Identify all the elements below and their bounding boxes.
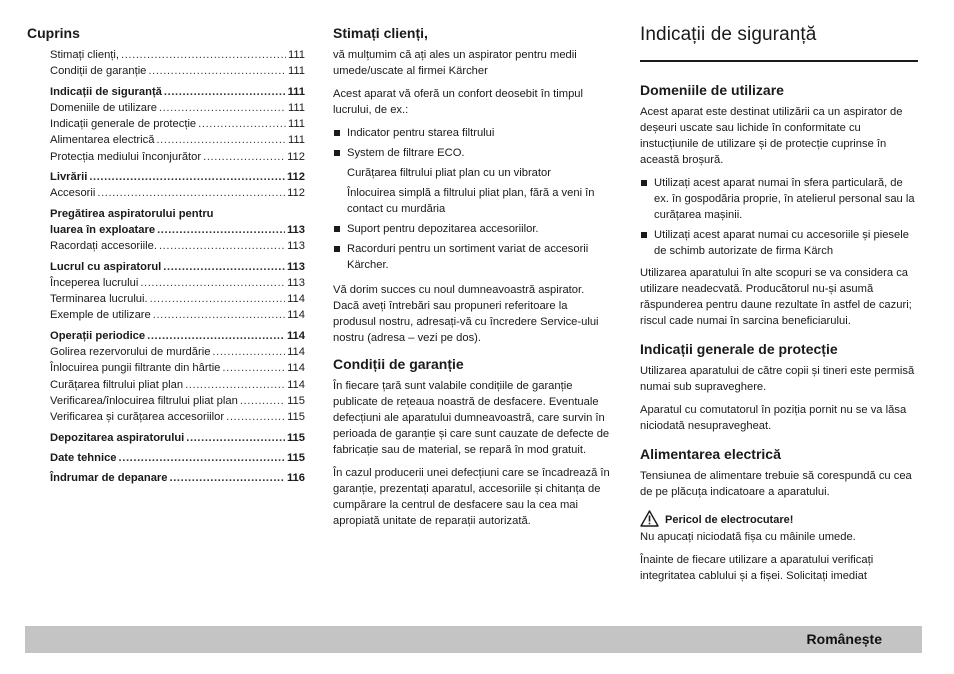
toc-entry[interactable]: Verificarea și curățarea accesoriilor ..... 115 (50, 409, 305, 425)
usage-paragraph: Acest aparat este destinat utilizării ca un aspirator de deșeuri uscate sau lichide în conformitate cu instucțiunile de utilizare și de protecție cuprinse în această broșură. (640, 106, 903, 166)
toc-entry[interactable]: Condiții de garanție ..... 111 (50, 63, 305, 79)
greeting-heading: Stimați clienți, (333, 25, 428, 41)
toc-entry[interactable]: Terminarea lucrului. ..... 114 (50, 291, 305, 307)
usage-paragraph: Utilizarea aparatului în alte scopuri se va considera ca utilizare neadecvată. Producătorul nu-și asumă răspunderea pentru daune rezultate în astfel de cazuri; riscul cade numai în sarcina beneficiarului. (640, 267, 912, 327)
intro-paragraph: vă mulțumim că ați ales un aspirator pentru medii umede/uscate al firmei Kärcher (333, 49, 577, 77)
power-paragraph: Tensiunea de alimentare trebuie să corespundă cu cea de pe plăcuța indicatoare a aparatului. (640, 470, 912, 498)
toc-entry[interactable]: Date tehnice ..... 115 (50, 450, 305, 466)
power-paragraph: Înainte de fiecare utilizare a aparatului verificați integritatea cablului și a fișei. Solicitați imediat (640, 554, 874, 582)
toc-entry[interactable]: Verificarea/înlocuirea filtrului pliat plan ..... 115 (50, 393, 305, 409)
toc-entry[interactable]: Golirea rezervorului de murdărie ..... 114 (50, 344, 305, 360)
toc-entry[interactable]: Curățarea filtrului pliat plan ..... 114 (50, 377, 305, 393)
toc-leader-dots (212, 344, 285, 360)
toc-leader-dots (226, 409, 285, 425)
toc-leader-dots (156, 132, 286, 148)
toc-leader-dots (170, 470, 285, 486)
usage-heading: Domeniile de utilizare (640, 82, 784, 98)
toc-leader-dots (121, 47, 286, 63)
toc-entry[interactable]: Racordați accesoriile. ..... 113 (50, 238, 305, 254)
toc-leader-dots (89, 169, 285, 185)
toc-entry[interactable]: Protecția mediului înconjurător ..... 112 (50, 149, 305, 165)
toc-entry[interactable]: Înlocuirea pungii filtrante din hârtie ..... 114 (50, 360, 305, 376)
protection-paragraph: Aparatul cu comutatorul în poziția pornit nu se va lăsa niciodată nesupravegheat. (640, 404, 907, 432)
language-label: Românește (806, 631, 882, 647)
toc-entry[interactable]: Stimați clienți, ..... 111 (50, 47, 305, 63)
toc-entry[interactable]: luarea în exploatare ..... 113 (50, 222, 305, 238)
toc-leader-dots (153, 307, 285, 323)
footer-bar (25, 626, 922, 653)
middle-column (333, 25, 613, 536)
toc-leader-dots (147, 328, 285, 344)
toc-leader-dots (185, 377, 285, 393)
usage-bullet: Utilizați acest aparat numai în sfera particulară, de ex. în gospodăria proprie, în atelierul personal sau la curățarea mașinii. (640, 175, 920, 223)
toc-leader-dots (97, 185, 285, 201)
toc-entry[interactable]: Livrării ..... 112 (50, 169, 305, 185)
power-heading: Alimentarea electrică (640, 446, 781, 462)
toc-leader-dots (203, 149, 285, 165)
power-paragraph: Nu apucați niciodată fișa cu mâinile umede. (640, 531, 856, 543)
warranty-heading: Condiții de garanție (333, 356, 464, 372)
warranty-paragraph: În cazul producerii unei defecțiuni care se încadrează în garanție, prezentați aparatul, accesoriile și chitanța de cumpărare la centrul de desfacere sau la cea mai apropiată unitate de reparații autorizată. (333, 467, 610, 527)
feature-sub-item: Curățarea filtrului pliat plan cu un vibrator (347, 167, 551, 179)
toc-entry[interactable]: Alimentarea electrică ..... 111 (50, 132, 305, 148)
toc-entry[interactable]: Indicații de siguranță ..... 111 (50, 84, 305, 100)
warning-callout (640, 510, 920, 527)
toc-leader-dots (150, 291, 286, 307)
toc-leader-dots (157, 222, 285, 238)
toc-leader-dots (163, 259, 285, 275)
toc-entry[interactable]: Accesorii ..... 112 (50, 185, 305, 201)
feature-bullet: Racorduri pentru un sortiment variat de accesorii Kärcher. (333, 241, 613, 273)
toc-entry[interactable]: Indicații generale de protecție ..... 111 (50, 116, 305, 132)
toc-entry[interactable]: Domeniile de utilizare ..... 111 (50, 100, 305, 116)
closing-paragraph: Vă dorim succes cu noul dumneavoastră aspirator. Dacă aveți întrebări sau propuneri referitoare la produsul nostru, adresați-vă cu încredere Service-ului nostru (adresa – vezi pe dos). (333, 284, 599, 344)
toc-leader-dots (198, 116, 286, 132)
toc-entry-line1: Pregătirea aspiratorului pentru (50, 207, 214, 220)
toc-entry[interactable]: Îndrumar de depanare ..... 116 (50, 470, 305, 486)
feature-bullet: Suport pentru depozitarea accesoriilor. (333, 221, 613, 237)
protection-heading: Indicații generale de protecție (640, 341, 838, 357)
title-divider (640, 60, 918, 62)
toc-entry[interactable]: Exemple de utilizare ..... 114 (50, 307, 305, 323)
warning-triangle-icon (640, 510, 659, 527)
toc-leader-dots (240, 393, 285, 409)
safety-title: Indicații de siguranță (640, 24, 817, 45)
comfort-paragraph: Acest aparat vă oferă un confort deosebit în timpul lucrului, de ex.: (333, 88, 583, 116)
toc-entry[interactable]: Lucrul cu aspiratorul ..... 113 (50, 259, 305, 275)
feature-sub-item: Înlocuirea simplă a filtrului pliat plan, fără a veni în contact cu murdăria (347, 187, 595, 215)
warranty-paragraph: În fiecare țară sunt valabile condițiile de garanție publicate de rețeaua noastră de desfacere. Eventuale defecțiuni ale aparatului dumneavoastră, care survin în perioada de garanție și care sunt cauzate de defecte de fabricație sau de material, se repară în mod gratuit. (333, 380, 610, 456)
toc-title: Cuprins (27, 25, 80, 41)
protection-paragraph: Utilizarea aparatului de către copii și tineri este permisă numai sub supraveghere. (640, 365, 915, 393)
usage-bullet: Utilizați acest aparat numai cu accesoriile și piesele de schimb autorizate de firma Kärch (640, 227, 920, 259)
toc-entry[interactable]: Depozitarea aspiratorului ..... 115 (50, 430, 305, 446)
toc-leader-dots (140, 275, 285, 291)
toc-leader-dots (164, 84, 286, 100)
toc-leader-dots (222, 360, 285, 376)
toc-leader-dots (119, 450, 285, 466)
feature-bullet: Indicator pentru starea filtrului (333, 125, 613, 141)
toc-entry[interactable]: Începerea lucrului ..... 113 (50, 275, 305, 291)
toc-leader-dots (186, 430, 285, 446)
table-of-contents (27, 25, 305, 486)
right-column (640, 24, 920, 591)
toc-entry[interactable]: Operații periodice ..... 114 (50, 328, 305, 344)
warning-label: Pericol de electrocutare! (665, 514, 794, 526)
feature-bullet: System de filtrare ECO. (333, 145, 613, 161)
toc-leader-dots (148, 63, 286, 79)
toc-leader-dots (159, 238, 285, 254)
toc-leader-dots (159, 100, 286, 116)
